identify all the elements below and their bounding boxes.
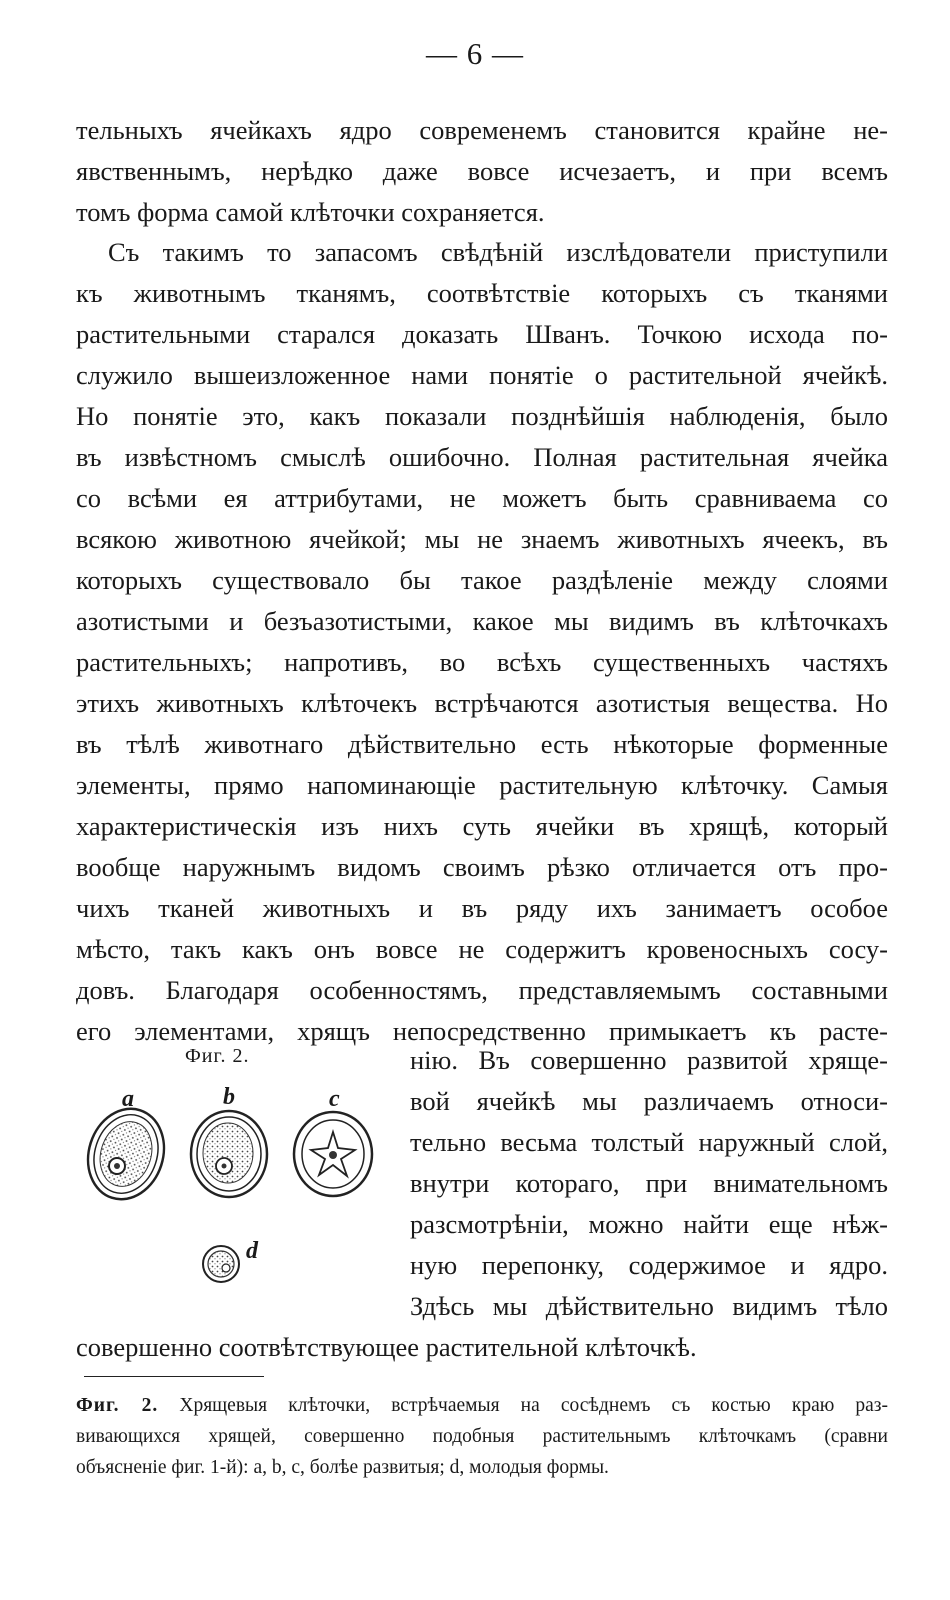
text-line: растительныхъ; напротивъ, во всѣхъ существенныхъ частяхъ <box>76 647 888 677</box>
text-line: мѣсто, такъ какъ онъ вовсе не содержитъ кровеносныхъ сосу- <box>76 934 888 964</box>
paragraph-continued <box>76 110 888 233</box>
text-line: довъ. Благодаря особенностямъ, представляемымъ составными <box>76 975 888 1005</box>
figure-caption <box>76 1390 888 1483</box>
cell-a <box>77 1099 176 1209</box>
cell-label-b: b <box>223 1084 235 1110</box>
text-line: ную перепонку, содержимое и ядро. <box>410 1250 888 1280</box>
paragraph-main <box>76 232 888 1052</box>
text-line: азотистыми и безъазотистыми, какое мы видимъ въ клѣточкахъ <box>76 606 888 636</box>
cell-label-d: d <box>246 1238 258 1264</box>
text-line: тельныхъ ячейкахъ ядро современемъ становится крайне не- <box>76 115 888 145</box>
text-line: вообще наружнымъ видомъ своимъ рѣзко отличается отъ про- <box>76 852 888 882</box>
cells-drawing <box>76 1080 406 1300</box>
caption-line: объясненіе фиг. 1-й): a, b, c, болѣе развитыя; d, молодыя формы. <box>76 1457 609 1478</box>
cell-c <box>294 1112 372 1196</box>
text-line: служило вышеизложенное нами понятіе о растительной ячейкѣ. <box>76 360 888 390</box>
page-number: — 6 — <box>426 36 524 71</box>
cell-label-c: c <box>329 1086 340 1112</box>
text-line: къ животнымъ тканямъ, соотвѣтствіе которыхъ съ тканями <box>76 278 888 308</box>
figure-title: Фиг. 2. <box>185 1045 250 1067</box>
text-line: томъ форма самой клѣточки сохраняется. <box>76 197 545 227</box>
text-line: явственнымъ, нерѣдко даже вовсе исчезаетъ, и при всемъ <box>76 156 888 186</box>
text-line: тельно весьма толстый наружный слой, <box>410 1127 888 1157</box>
text-line: въ тѣлѣ животнаго дѣйствительно есть нѣкоторые форменные <box>76 729 888 759</box>
text-line: нію. Въ совершенно развитой хряще- <box>410 1045 888 1075</box>
text-line: Но понятіе это, какъ показали позднѣйшія наблюденія, было <box>76 401 888 431</box>
paragraph-wrap-beside-figure <box>410 1040 888 1327</box>
text-line: со всѣми ея аттрибутами, не можетъ быть сравниваема со <box>76 483 888 513</box>
text-line: характеристическія изъ нихъ суть ячейки въ хрящѣ, который <box>76 811 888 841</box>
text-line: внутри котораго, при внимательномъ <box>410 1168 888 1198</box>
text-line: чихъ тканей животныхъ и въ ряду ихъ занимаетъ особое <box>76 893 888 923</box>
caption-line: вивающихся хрящей, совершенно подобныя растительнымъ клѣточкамъ (сравни <box>76 1426 888 1447</box>
text-line: Съ такимъ то запасомъ свѣдѣній изслѣдователи приступили <box>108 237 888 267</box>
text-line: всякою животною ячейкой; мы не знаемъ животныхъ ячеекъ, въ <box>76 524 888 554</box>
text-line: Здѣсь мы дѣйствительно видимъ тѣло <box>410 1291 888 1321</box>
text-line: которыхъ существовало бы такое раздѣленіе между слоями <box>76 565 888 595</box>
cell-b <box>191 1111 267 1197</box>
text-line: растительными старался доказать Шванъ. Точкою исхода по- <box>76 319 888 349</box>
footnote-divider <box>84 1376 264 1377</box>
caption-line: Хрящевыя клѣточки, встрѣчаемыя на сосѣднемъ съ костью краю раз- <box>179 1395 889 1416</box>
text-line: элементы, прямо напоминающіе растительную клѣточку. Самыя <box>76 770 888 800</box>
cartilage-cells-figure <box>76 1080 406 1300</box>
text-line: вой ячейкѣ мы различаемъ относи- <box>410 1086 888 1116</box>
cell-label-a: a <box>122 1086 134 1112</box>
text-line: разсмотрѣніи, можно найти еще нѣж- <box>410 1209 888 1239</box>
paragraph-last-line: совершенно соотвѣтствующее растительной клѣточкѣ. <box>76 1332 697 1362</box>
text-line: его элементами, хрящъ непосредственно примыкаетъ къ расте- <box>76 1016 888 1046</box>
text-line: этихъ животныхъ клѣточекъ встрѣчаются азотистыя вещества. Но <box>76 688 888 718</box>
cell-d <box>203 1246 239 1282</box>
text-line: въ извѣстномъ смыслѣ ошибочно. Полная растительная ячейка <box>76 442 888 472</box>
caption-label: Фиг. 2. <box>76 1395 159 1416</box>
